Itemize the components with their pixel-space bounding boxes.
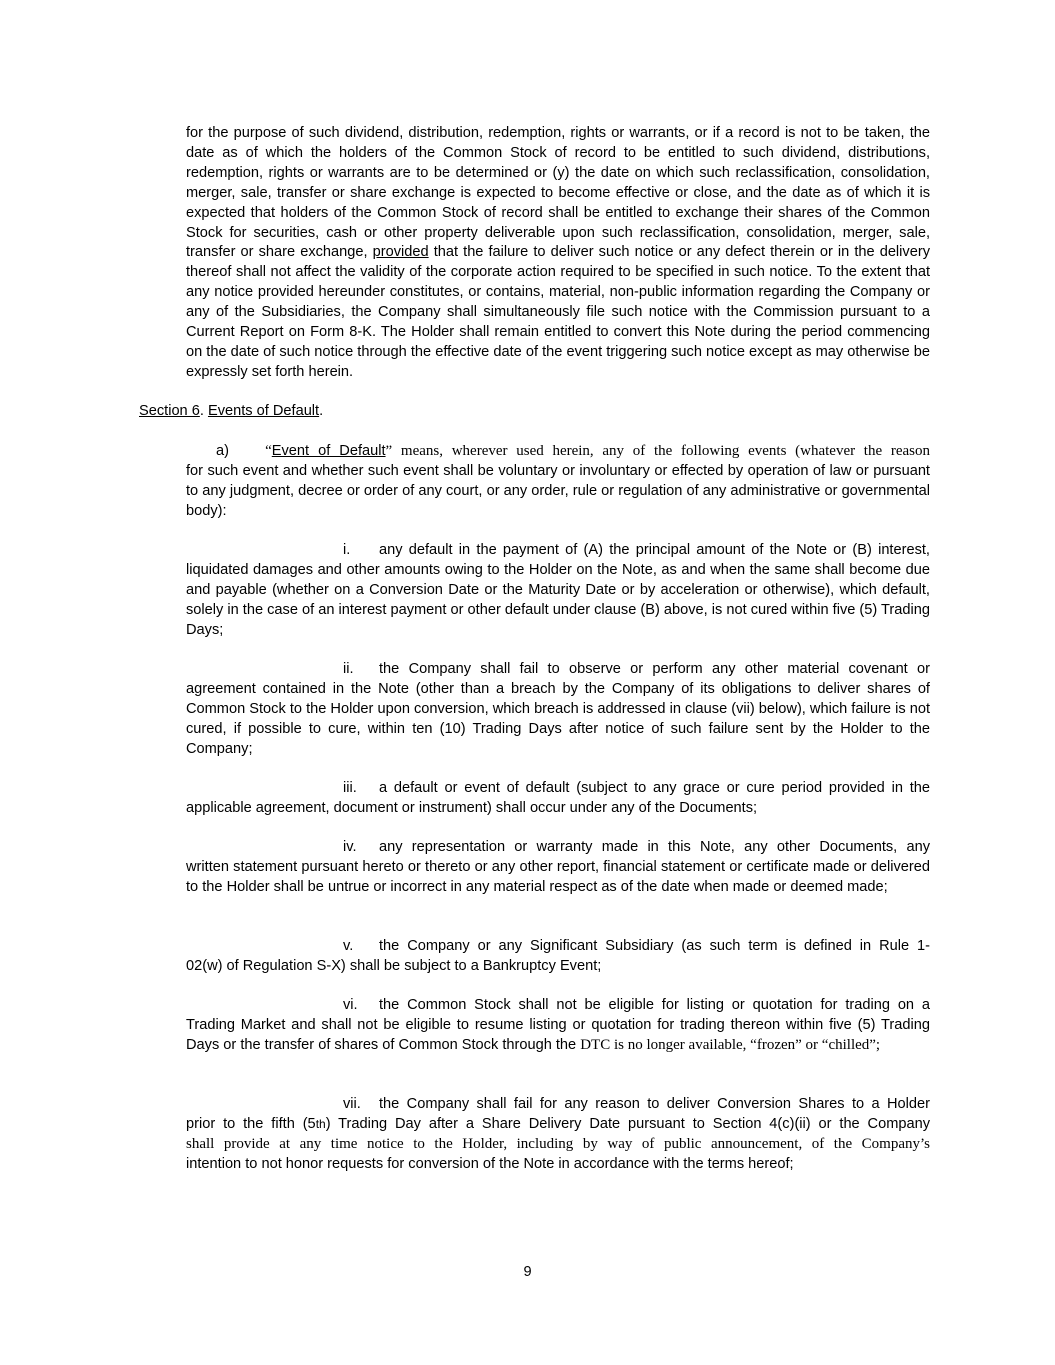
subclause-rest: 02(w) of Regulation S-X) shall be subject to a Bankruptcy Event; [186, 957, 602, 974]
subclause-number: vii. [343, 1096, 361, 1112]
subclause-first-line: vi. the Common Stock shall not be eligible for listing or quotation for trading on a [186, 996, 930, 1016]
subclause-iii [186, 779, 930, 819]
section-title: Events of Default [207, 403, 320, 419]
subclause-number: iii. [343, 780, 357, 796]
subclause-iv [186, 838, 930, 898]
intro-text-part2: that the failure to deliver such notice or any defect therein or in the delivery thereof shall not affect the validity of the corporate action required to be specified in such notice. To the extent that any notice provided hereunder constitutes, or contains, material, non-public information regarding the Company or any of the Subsidiaries, the Company shall simultaneously file such notice with the Commission pursuant to a Current Report on Form 8-K. The Holder shall remain entitled to convert this Note during the period commencing on the date of such notice through the effective date of the event triggering such notice except as may otherwise be expressly set forth herein. [186, 244, 930, 380]
subclause-first-line: ii. the Company shall fail to observe or perform any other material covenant or [186, 660, 930, 680]
clause-a [186, 442, 930, 522]
subclause-serif-line: shall provide at any time notice to the Holder, including by way of public announcement, of the Company’s [186, 1135, 930, 1152]
subclause-number: v. [343, 938, 354, 954]
clause-a-rest: for such event and whether such event shall be voluntary or involuntary or effected by operation of law or pursuant to any judgment, decree or order of any court, or any order, rule or regulation of any administrative or governmental body): [186, 462, 930, 519]
subclause-first-line: iii. a default or event of default (subject to any grace or cure period provided in the [186, 779, 930, 799]
section-number: Section 6 [139, 403, 200, 419]
section-end: . [319, 403, 324, 419]
subclause-i [186, 541, 930, 641]
section-heading [139, 402, 323, 422]
subclause-first-line: iv. any representation or warranty made in this Note, any other Documents, any [186, 838, 930, 858]
clause-a-definition: ” means, wherever used herein, any of the following events (whatever the reason [385, 443, 931, 459]
subclause-number: i. [343, 542, 351, 558]
subclause-rest: applicable agreement, document or instrument) shall occur under any of the Documents; [186, 799, 758, 816]
clause-a-open-quote: “ [265, 443, 272, 459]
clause-a-label: a) [216, 443, 229, 459]
subclause-first-line: vii. the Company shall fail for any reason to deliver Conversion Shares to a Holder [186, 1095, 930, 1115]
subclause-rest: liquidated damages and other amounts owing to the Holder on the Note, as and when the same shall become due and payable (whether on a Conversion Date or the Maturity Date or by acceleration or otherwise), which default, solely in the case of an interest payment or other default under clause (B) above, is not cured within five (5) Trading Days; [186, 561, 930, 638]
event-of-default-term: Event of Default [271, 443, 386, 459]
subclause-last-line: intention to not honor requests for conversion of the Note in accordance with the terms hereof; [186, 1155, 794, 1172]
clause-a-first-line [186, 442, 930, 462]
provided-term: provided [372, 244, 429, 261]
subclause-rest: Trading Market and shall not be eligible to resume listing or quotation for trading thereon within five (5) Trading Days or the transfer of shares of Common Stock through the DTC is no longer available, “frozen” or “chilled”; [186, 1016, 930, 1053]
subclause-vi [186, 996, 930, 1056]
page-number: 9 [523, 1264, 532, 1280]
section-separator: . [199, 403, 208, 419]
subclause-number: vi. [343, 997, 358, 1013]
intro-text-part1: for the purpose of such dividend, distribution, redemption, rights or warrants, or if a record is not to be taken, the date as of which the holders of the Common Stock of record to be entitled to such dividend, distributions, redemption, rights or warrants are to be determined or (y) the date on which such reclassification, consolidation, merger, sale, transfer or share exchange is expected to become effective or close, and the date as of which it is expected that holders of the Common Stock of record shall be entitled to exchange their shares of the Common Stock for securities, cash or other property deliverable upon such reclassification, consolidation, merger, sale, transfer or share exchange, [186, 125, 930, 261]
subclause-ii [186, 660, 930, 760]
subclause-number: ii. [343, 661, 354, 677]
subclause-vii [186, 1095, 930, 1175]
subclause-first-line: v. the Company or any Significant Subsidiary (as such term is defined in Rule 1- [186, 937, 930, 957]
subclause-v [186, 937, 930, 977]
subclause-number: iv. [343, 839, 357, 855]
subclause-rest: agreement contained in the Note (other than a breach by the Company of its obligations to deliver shares of Common Stock to the Holder upon conversion, which breach is addressed in clause (vii) below), which failure is not cured, if possible to cure, within ten (10) Trading Days after notice of such failure sent by the Holder to the Company; [186, 680, 930, 757]
subclause-first-line: i. any default in the payment of (A) the principal amount of the Note or (B) interest, [186, 541, 930, 561]
intro-paragraph [186, 124, 930, 383]
subclause-rest: written statement pursuant hereto or thereto or any other report, financial statement or certificate made or delivered to the Holder shall be untrue or incorrect in any material respect as of the date when made or deemed made; [186, 858, 930, 895]
subclause-line-2: prior to the fifth (5th) Trading Day after a Share Delivery Date pursuant to Section 4(c)(ii) or the Company [186, 1115, 931, 1132]
